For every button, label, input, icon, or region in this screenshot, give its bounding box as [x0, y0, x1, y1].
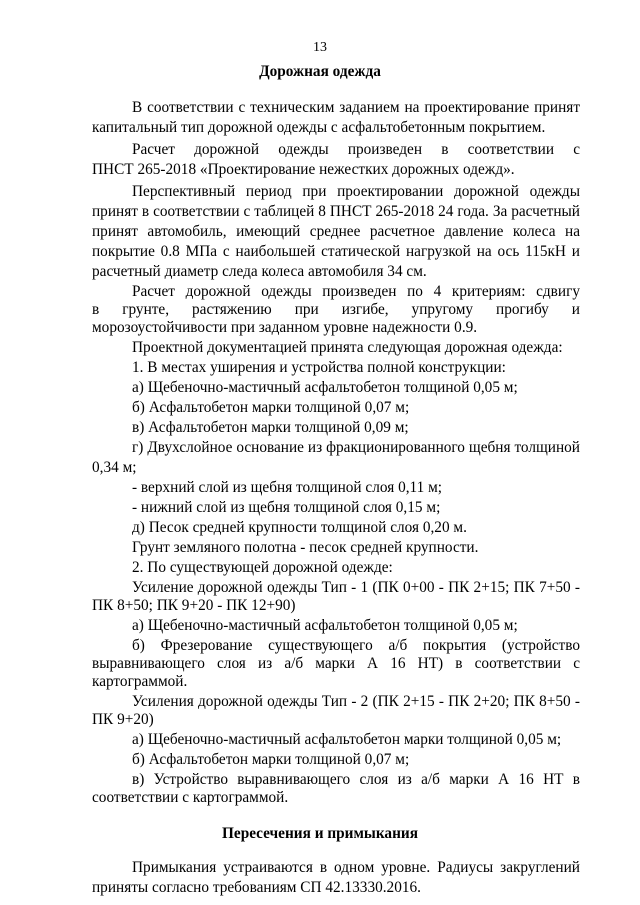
- text-line: Перспективный период при проектировании дорожной одежды: [132, 183, 580, 200]
- text-line: ПНСТ 265-2018 «Проектирование нежестких дорожных одежд».: [92, 161, 515, 178]
- text-line: Примыкания устраиваются в одном уровне. Радиусы закруглений: [132, 859, 580, 876]
- text-line: в грунте, растяжению при изгибе, упругому прогибу и: [92, 301, 580, 318]
- text-line: принят в соответствии с таблицей 8 ПНСТ 265-2018 24 года. За расчетный: [92, 203, 580, 220]
- section-heading-intersections: Пересечения и примыкания: [222, 825, 418, 842]
- list-item: б) Асфальтобетон марки толщиной 0,07 м;: [132, 399, 410, 416]
- text-line: 0,34 м;: [92, 459, 137, 476]
- text-line: 2. По существующей дорожной одежде:: [132, 559, 393, 576]
- text-line: покрытие 0.8 МПа с наибольшей статической нагрузкой на ось 115кН и: [92, 243, 580, 260]
- text-line: соответствии с картограммой.: [92, 789, 289, 806]
- text-line: принят автомобиль, имеющий среднее расчетное давление колеса на: [92, 223, 580, 240]
- text-line: капитальный тип дорожной одежды с асфальтобетонным покрытием.: [92, 119, 546, 136]
- list-item: а) Щебеночно-мастичный асфальтобетон толщиной 0,05 м;: [132, 379, 518, 396]
- text-line: Усиления дорожной одежды Тип - 2 (ПК 2+15 - ПК 2+20; ПК 8+50 -: [132, 693, 580, 710]
- page-number: 13: [313, 40, 327, 55]
- text-line: выравнивающего слоя из а/б марки А 16 НТ) в соответствии с: [92, 655, 580, 672]
- list-item: - верхний слой из щебня толщиной слоя 0,11 м;: [132, 479, 443, 496]
- list-item: в) Асфальтобетон марки толщиной 0,09 м;: [132, 419, 409, 436]
- list-item: а) Щебеночно-мастичный асфальтобетон марки толщиной 0,05 м;: [132, 731, 562, 748]
- text-line: Расчет дорожной одежды произведен в соответствии с: [132, 141, 580, 158]
- list-item: г) Двухслойное основание из фракционированного щебня толщиной: [132, 439, 580, 456]
- text-line: Грунт земляного полотна - песок средней крупности.: [132, 539, 479, 556]
- text-line: Усиление дорожной одежды Тип - 1 (ПК 0+00 - ПК 2+15; ПК 7+50 -: [132, 579, 580, 596]
- section-heading-road-pavement: Дорожная одежда: [259, 63, 381, 80]
- text-line: 1. В местах уширения и устройства полной конструкции:: [132, 359, 506, 376]
- text-line: Проектной документацией принята следующая дорожная одежда:: [132, 339, 563, 356]
- text-line: ПК 9+20): [92, 711, 154, 728]
- list-item: - нижний слой из щебня толщиной слоя 0,15 м;: [132, 499, 441, 516]
- text-line: приняты согласно требованиям СП 42.13330.2016.: [92, 879, 421, 896]
- text-line: картограммой.: [92, 673, 188, 690]
- list-item: д) Песок средней крупности толщиной слоя 0,20 м.: [132, 519, 467, 536]
- text-line: ПК 8+50; ПК 9+20 - ПК 12+90): [92, 597, 296, 614]
- text-line: морозоустойчивости при заданном уровне надежности 0.9.: [92, 319, 478, 336]
- text-line: расчетный диаметр следа колеса автомобиля 34 см.: [92, 263, 427, 280]
- list-item: а) Щебеночно-мастичный асфальтобетон толщиной 0,05 м;: [132, 617, 518, 634]
- text-line: Расчет дорожной одежды произведен по 4 критериям: сдвигу: [132, 283, 580, 300]
- list-item: в) Устройство выравнивающего слоя из а/б марки А 16 НТ в: [132, 771, 580, 788]
- list-item: б) Асфальтобетон марки толщиной 0,07 м;: [132, 751, 410, 768]
- list-item: б) Фрезерование существующего а/б покрытия (устройство: [132, 637, 580, 654]
- text-line: В соответствии с техническим заданием на проектирование принят: [132, 99, 580, 116]
